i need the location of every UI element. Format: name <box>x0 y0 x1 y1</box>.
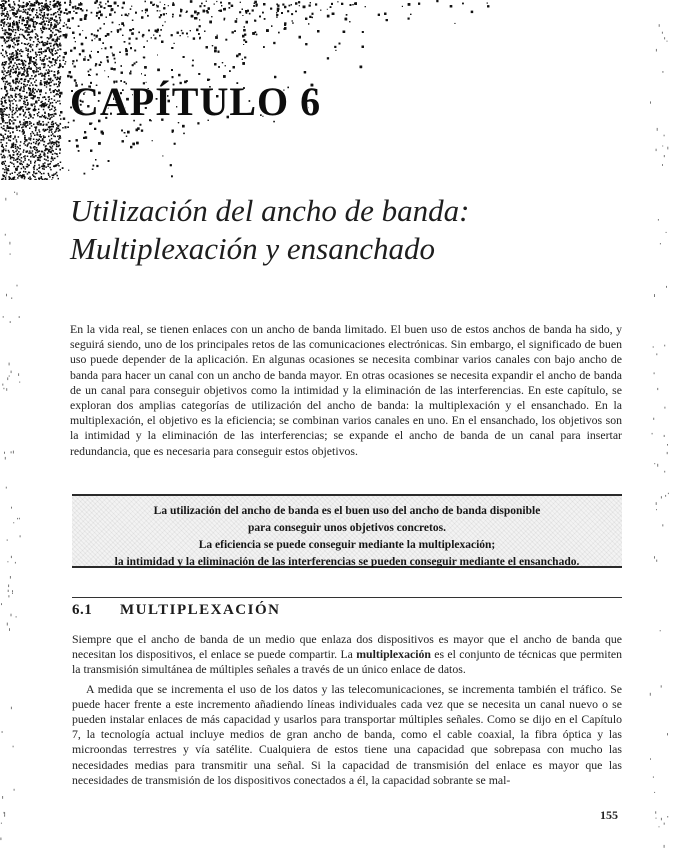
summary-line-2: para conseguir unos objetivos concretos. <box>248 522 446 534</box>
summary-box <box>72 494 622 568</box>
summary-line-1: La utilización del ancho de banda es el buen uso del ancho de banda disponible <box>153 505 541 517</box>
summary-line-3: La eficiencia se puede conseguir mediante la multiplexación; <box>198 539 496 551</box>
left-margin-specks <box>0 0 24 848</box>
chapter-title-line-2: Multiplexación y ensanchado <box>70 231 436 266</box>
page-number: 155 <box>600 808 618 822</box>
intro-section <box>70 322 622 459</box>
section-heading <box>72 597 622 626</box>
chapter-label: CAPÍTULO 6 <box>70 79 322 124</box>
intro-paragraph: En la vida real, se tienen enlaces con un ancho de banda limitado. El buen uso de estos anchos de banda ha sido, y seguirá siendo, uno de los principales retos de las comunicaciones electrónicas. Sin embargo, el significado de buen uso puede depender de la aplicación. En algunas ocasiones se necesita combinar varios canales con bajo ancho de banda para hacer un canal con un ancho de banda mayor. En otras ocasiones se necesita expandir el ancho de banda de un canal para conseguir objetivos como la intimidad y la eliminación de las interferencias. En este capítulo, se exploran dos amplias categorías de utilización del ancho de banda: la multiplexación y el ensanchado. En la multiplexación, el objetivo es la eficiencia; se combinan varios canales en uno. En el ensanchado, los objetivos son la intimidad y la eliminación de las interferencias; se expande el ancho de banda de un canal para insertar redundancia, que es necesaria para conseguir estos objetivos. <box>70 322 622 458</box>
right-margin-specks <box>649 0 673 848</box>
paragraph-1-intro: Siempre que el ancho de banda de un medio que enlaza dos dispositivos es mayor que el ancho de banda que necesitan los dispositivos, el enlace se puede compartir. La <box>72 632 622 662</box>
chapter-banner <box>0 0 520 180</box>
section-paragraph-1 <box>72 632 622 678</box>
chapter-title-line-1: Utilización del ancho de banda: <box>70 193 470 228</box>
paragraph-1-rest: es el conjunto de técnicas que permiten la transmisión simultánea de múltiples señales a través de un único enlace de datos. <box>72 647 622 677</box>
section-paragraph-2: A medida que se incrementa el uso de los datos y las telecomunicaciones, se incrementa también el tráfico. Se puede hacer frente a este incremento añadiendo líneas individuales cada vez que se necesita un canal nuevo o se pueden instalar enlaces de más capacidad y usarlos para transportar múltiples señales. Como se dijo en el Capítulo 7, la tecnología actual incluye medios de gran ancho de banda, como el cable coaxial, la fibra óptica y las microondas terrestres y vía satélite. Cualquiera de estos tiene una capacidad que sobrepasa con mucho las necesidades medias para transmitir una señal. Si la capacidad de transmisión del enlace es mayor que las necesidades de transmisión de los dispositivos conectados a él, la capacidad sobrante se mal- <box>72 681 622 787</box>
section-title: MULTIPLEXACIÓN <box>120 602 281 618</box>
chapter-title <box>70 192 590 268</box>
section-number: 6.1 <box>72 602 93 618</box>
section-body <box>72 632 622 792</box>
term-multiplexacion: multiplexación <box>356 647 431 662</box>
summary-line-4: la intimidad y la eliminación de las interferencias se pueden conseguir mediante el ensanchado. <box>114 556 580 568</box>
